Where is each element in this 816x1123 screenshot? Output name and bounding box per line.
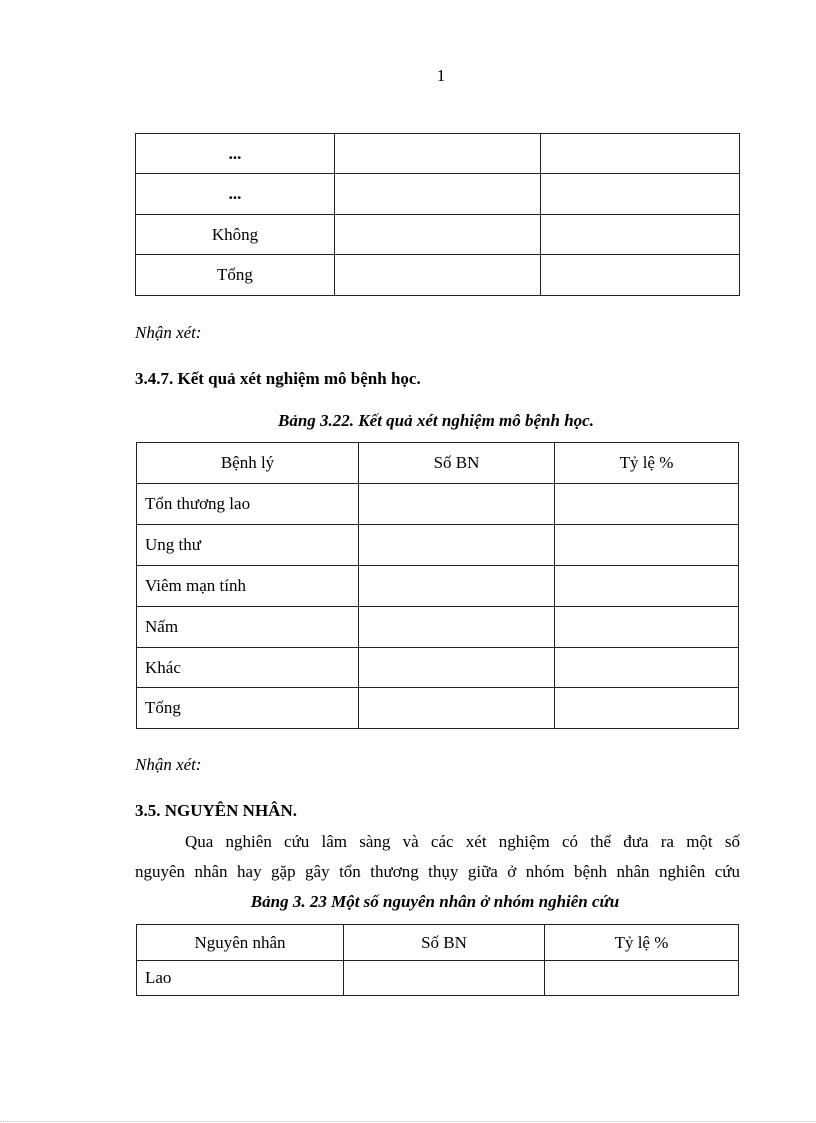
table-cell xyxy=(359,525,555,566)
table-row xyxy=(137,607,739,648)
table-cell xyxy=(359,566,555,607)
table-cell xyxy=(541,134,740,174)
section-heading-35: 3.5. NGUYÊN NHÂN. xyxy=(135,801,297,820)
table-cell xyxy=(359,688,555,729)
header-cell: Nguyên nhân xyxy=(137,925,344,961)
table-cell: ... xyxy=(136,174,335,215)
paragraph-line: Qua nghiên cứu lâm sàng và các xét nghiệm có thể đưa ra một số xyxy=(185,832,740,851)
table-cell xyxy=(555,484,739,525)
table-cell xyxy=(555,607,739,648)
table-row xyxy=(136,215,740,255)
header-cell: Số BN xyxy=(344,925,545,961)
header-cell: Tỷ lệ % xyxy=(555,443,739,484)
table-cell xyxy=(555,566,739,607)
table-cell xyxy=(545,961,739,996)
table-cell xyxy=(335,174,541,215)
table-cell xyxy=(335,255,541,296)
table-cell: Tổn thương lao xyxy=(137,484,359,525)
table-cell: Lao xyxy=(137,961,344,996)
remark-label: Nhận xét: xyxy=(135,755,202,774)
table-row xyxy=(137,566,739,607)
table-cell xyxy=(555,688,739,729)
table-row xyxy=(136,134,740,174)
table-cell xyxy=(359,484,555,525)
table-cell: Khác xyxy=(137,648,359,688)
table-cell: Tổng xyxy=(137,688,359,729)
table-cell xyxy=(344,961,545,996)
table-caption-322: Bảng 3.22. Kết quả xét nghiệm mô bệnh học. xyxy=(278,411,594,430)
table-row xyxy=(137,688,739,729)
histopathology-table xyxy=(136,442,739,729)
table-row xyxy=(136,174,740,215)
causes-table xyxy=(136,924,739,996)
table-row xyxy=(137,525,739,566)
table-cell: Tổng xyxy=(136,255,335,296)
table-cell xyxy=(335,215,541,255)
header-cell: Tỷ lệ % xyxy=(545,925,739,961)
table-cell xyxy=(541,215,740,255)
section-heading-347: 3.4.7. Kết quả xét nghiệm mô bệnh học. xyxy=(135,369,421,388)
table-cell xyxy=(335,134,541,174)
table-row xyxy=(136,255,740,296)
table-cell: Viêm mạn tính xyxy=(137,566,359,607)
table-cell xyxy=(359,648,555,688)
table-row xyxy=(137,484,739,525)
table-cell: Ung thư xyxy=(137,525,359,566)
table-cell xyxy=(555,648,739,688)
table-caption-323: Bảng 3. 23 Một số nguyên nhân ở nhóm nghiên cứu xyxy=(250,892,620,911)
table-header-row xyxy=(137,443,739,484)
table-cell xyxy=(541,174,740,215)
table-cell: ... xyxy=(136,134,335,174)
table-cell: Không xyxy=(136,215,335,255)
table-row xyxy=(137,648,739,688)
table-cell xyxy=(359,607,555,648)
table-header-row xyxy=(137,925,739,961)
continuation-table xyxy=(135,133,740,296)
table-row xyxy=(137,961,739,996)
table-cell xyxy=(555,525,739,566)
paragraph-line: nguyên nhân hay gặp gây tổn thương thụy giữa ở nhóm bệnh nhân nghiên cứu xyxy=(135,862,740,881)
remark-label: Nhận xét: xyxy=(135,323,202,342)
page-number: 1 xyxy=(436,66,446,85)
header-cell: Bệnh lý xyxy=(137,443,359,484)
table-cell xyxy=(541,255,740,296)
table-cell: Nấm xyxy=(137,607,359,648)
header-cell: Số BN xyxy=(359,443,555,484)
